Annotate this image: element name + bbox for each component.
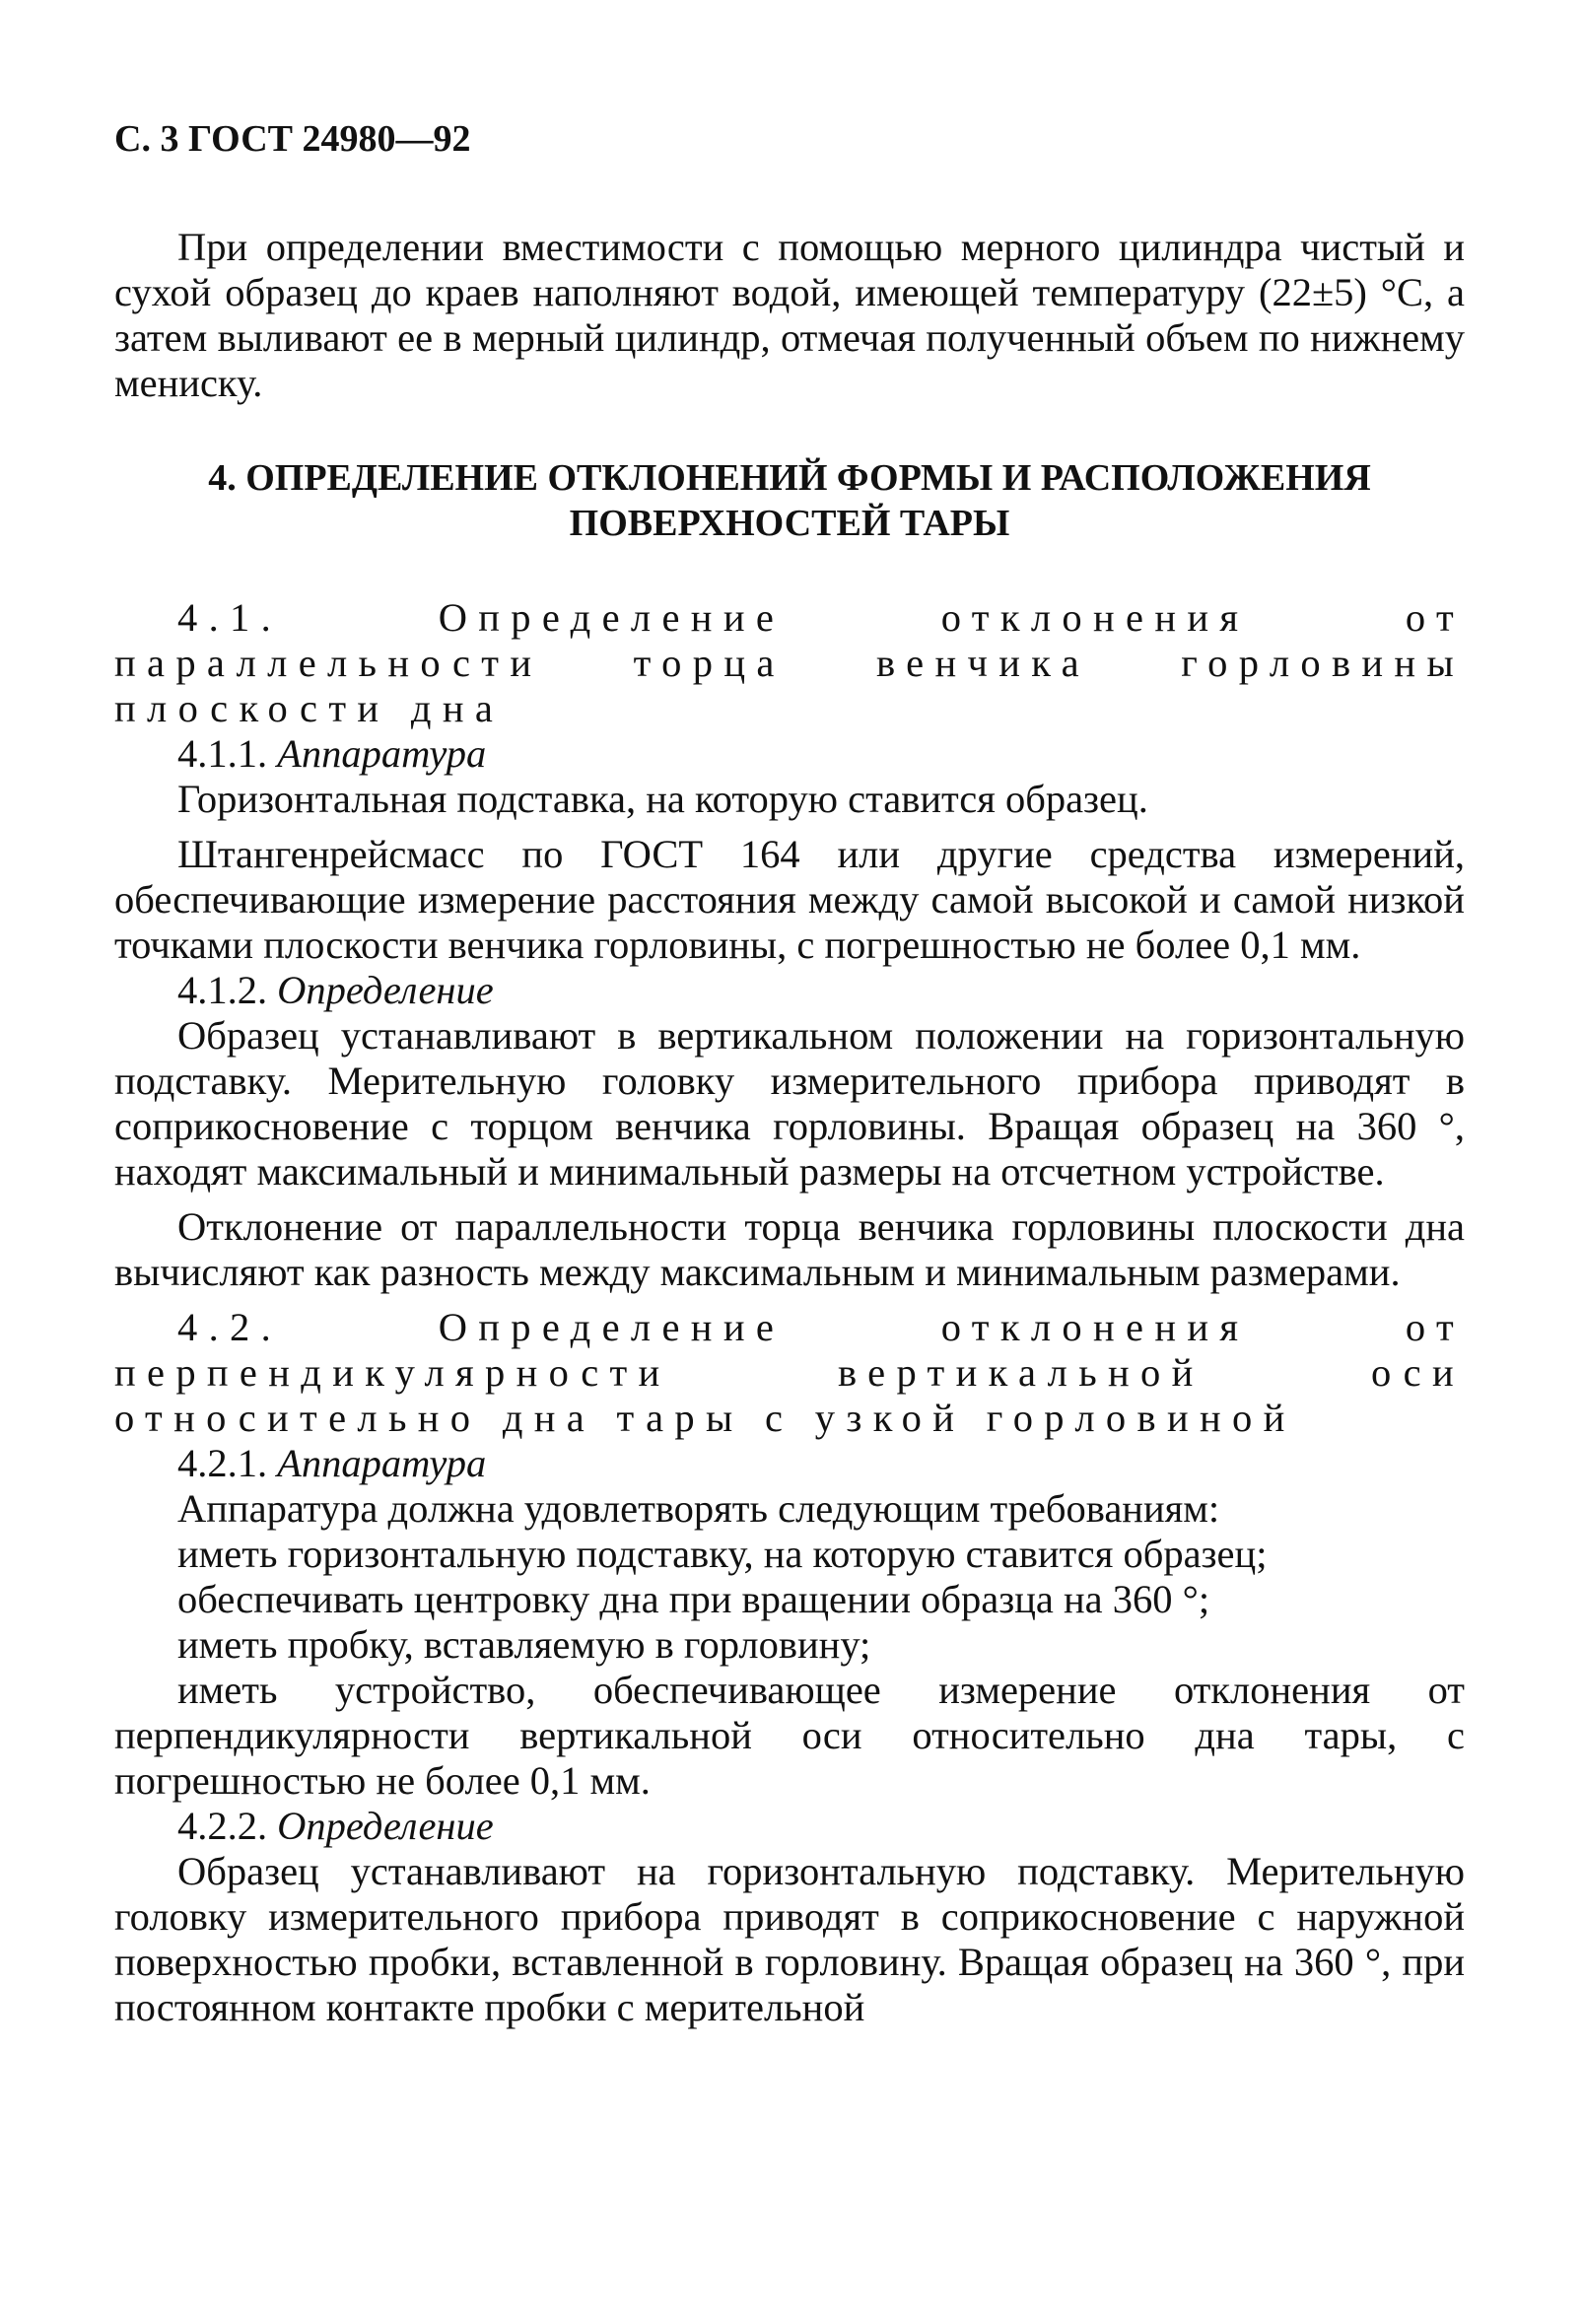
subsection-title: Аппаратура — [277, 1441, 487, 1485]
section-4-title-line2: ПОВЕРХНОСТЕЙ ТАРЫ — [569, 503, 1010, 544]
subsection-4-2-1-heading — [114, 1441, 1465, 1486]
subsection-title: Определение — [277, 1804, 494, 1848]
list-item: обеспечивать центровку дна при вращении образца на 360 °; — [177, 1577, 1210, 1621]
document-page — [114, 116, 1465, 2030]
intro-paragraph: При определении вместимости с помощью мерного цилиндра чистый и сухой образец до краев наполняют водой, имеющей температуру (22±5) °С, а затем выливают ее в мерный цилиндр, отмечая полученный объем по нижнему мениску. — [114, 225, 1465, 405]
list-item: иметь горизонтальную подставку, на которую ставится образец; — [177, 1532, 1268, 1576]
paragraph: Образец устанавливают на горизонтальную подставку. Мерительную головку измерительного прибора приводят в соприкосновение с наружной поверхностью пробки, вставленной в горловину. Вращая образец на 360 °, при постоянном контакте пробки с мерительной — [114, 1849, 1465, 2029]
subsection-4-2-heading: 4.2. Определение отклонения от перпендикулярности вертикальной оси относительно дна тары с узкой горловиной — [114, 1305, 1465, 1440]
subsection-4-1-2-heading — [114, 968, 1465, 1013]
section-4-title — [114, 455, 1465, 546]
subsection-title: Аппаратура — [277, 731, 487, 776]
list-item: иметь пробку, вставляемую в горловину; — [177, 1622, 871, 1667]
subsection-4-2-2-heading — [114, 1804, 1465, 1849]
subsection-title: Определение — [277, 968, 494, 1012]
list-item: иметь устройство, обеспечивающее измерение отклонения от перпендикулярности вертикальной оси относительно дна тары, с погрешностью не более 0,1 мм. — [114, 1668, 1465, 1803]
paragraph: Штангенрейсмасс по ГОСТ 164 или другие средства измерений, обеспечивающие измерение расстояния между самой высокой и самой низкой точками плоскости венчика горловины, с погрешностью не более 0,1 мм. — [114, 832, 1465, 967]
paragraph: Горизонтальная подставка, на которую ставится образец. — [177, 777, 1148, 821]
subsection-4-1-1-heading — [114, 731, 1465, 777]
paragraph: Образец устанавливают в вертикальном положении на горизонтальную подставку. Мерительную головку измерительного прибора приводят в соприкосновение с торцом венчика горловины. Вращая образец на 360 °, находят максимальный и минимальный размеры на отсчетном устройстве. — [114, 1013, 1465, 1194]
subsection-number: 4.1.1. — [177, 731, 268, 776]
page-header: С. 3 ГОСТ 24980—92 — [114, 118, 471, 160]
section-4-number: 4. — [208, 457, 237, 499]
paragraph: Аппаратура должна удовлетворять следующим требованиям: — [177, 1486, 1220, 1531]
subsection-number: 4.2.1. — [177, 1441, 268, 1485]
subsection-number: 4.2.2. — [177, 1804, 268, 1848]
subsection-4-1-heading: 4.1. Определение отклонения от параллельности торца венчика горловины плоскости дна — [114, 595, 1465, 730]
section-4-title-line1: ОПРЕДЕЛЕНИЕ ОТКЛОНЕНИЙ ФОРМЫ И РАСПОЛОЖЕНИЯ — [245, 457, 1371, 499]
paragraph: Отклонение от параллельности торца венчика горловины плоскости дна вычисляют как разность между максимальным и минимальным размерами. — [114, 1204, 1465, 1294]
subsection-number: 4.1.2. — [177, 968, 268, 1012]
